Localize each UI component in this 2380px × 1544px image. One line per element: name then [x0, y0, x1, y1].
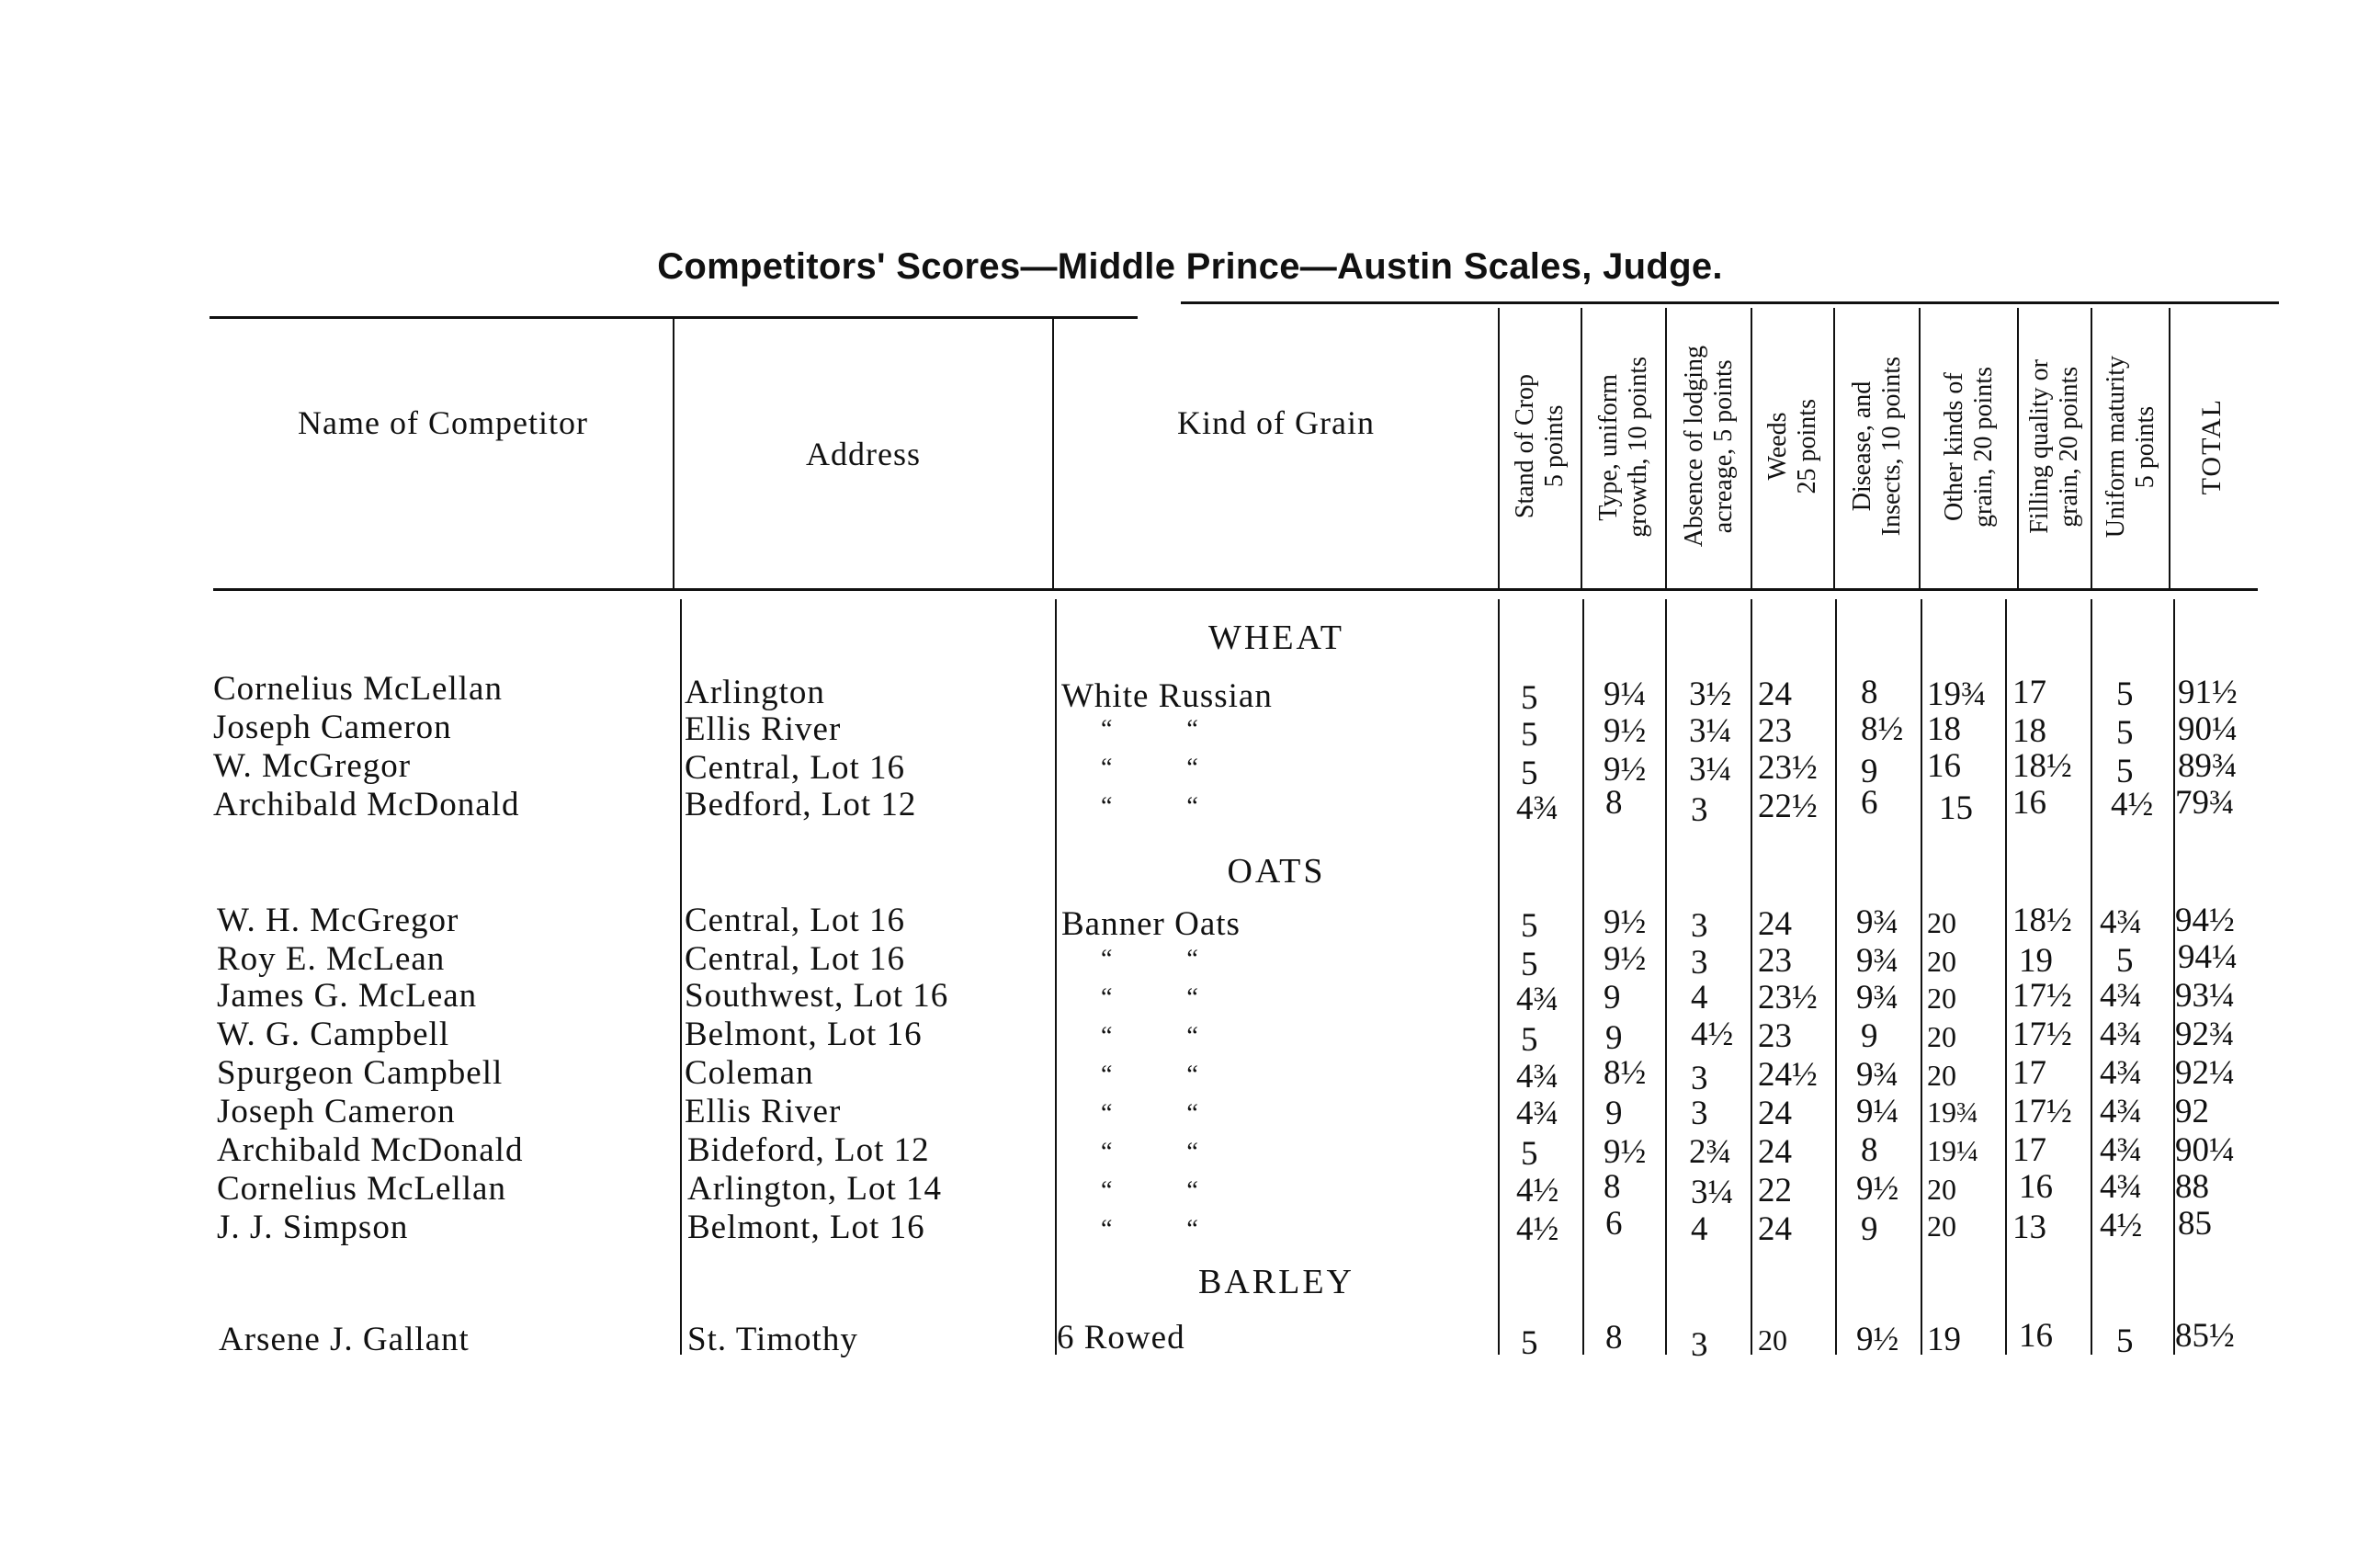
header-label: Other kinds of grain, 20 points — [1939, 366, 1998, 528]
competitor-address: Bideford, Lot 12 — [687, 1131, 930, 1169]
score-total: 90¼ — [2178, 710, 2238, 748]
score-disease: 9¾ — [1856, 903, 1899, 941]
competitor-name: W. H. McGregor — [217, 902, 459, 939]
grain-kind: 6 Rowed — [1057, 1319, 1185, 1357]
score-lodging: 3 — [1691, 1060, 1708, 1097]
column-divider — [1751, 599, 1752, 1355]
score-other-grain: 19 — [1927, 1321, 1961, 1358]
score-type: 9½ — [1604, 903, 1647, 941]
competitor-name: Archibald McDonald — [217, 1131, 524, 1169]
competitor-address: Ellis River — [685, 710, 842, 748]
score-other-grain: 20 — [1927, 1209, 1956, 1243]
score-disease: 9¾ — [1856, 979, 1899, 1016]
grain-kind: “ “ — [1101, 1138, 1199, 1166]
score-total: 79¾ — [2175, 784, 2235, 822]
competitor-address: Ellis River — [685, 1093, 842, 1130]
score-stand: 4½ — [1516, 1210, 1559, 1248]
score-weeds: 23½ — [1758, 979, 1818, 1016]
section-label-wheat: WHEAT — [1208, 619, 1344, 657]
score-maturity: 4¾ — [2100, 1016, 2143, 1053]
competitor-name: Arsene J. Gallant — [219, 1321, 470, 1358]
score-weeds: 22½ — [1758, 788, 1818, 825]
score-disease: 9¼ — [1856, 1093, 1899, 1130]
score-other-grain: 20 — [1927, 1059, 1956, 1092]
header-label: TOTAL — [2196, 398, 2227, 495]
header-bottom-rule — [213, 588, 2258, 591]
score-maturity: 4¾ — [2100, 1131, 2143, 1169]
score-other-grain: 16 — [1927, 747, 1961, 785]
score-other-grain: 20 — [1927, 1173, 1956, 1206]
score-other-grain: 19¼ — [1927, 1134, 1978, 1167]
header-weeds — [1752, 318, 1833, 575]
score-lodging: 4½ — [1691, 1016, 1734, 1053]
score-weeds: 24 — [1758, 1133, 1792, 1171]
score-total: 89¾ — [2178, 747, 2238, 785]
score-maturity: 4½ — [2111, 786, 2154, 823]
score-weeds: 23 — [1758, 1017, 1792, 1055]
score-disease: 9 — [1861, 753, 1878, 790]
header-total — [2170, 318, 2253, 575]
score-type: 9 — [1604, 979, 1621, 1016]
score-maturity: 4¾ — [2100, 1093, 2143, 1130]
score-type: 9½ — [1604, 940, 1647, 978]
competitor-name: Joseph Cameron — [213, 709, 452, 746]
grain-kind: “ “ — [1101, 945, 1199, 973]
score-lodging: 3 — [1691, 1095, 1708, 1132]
grain-kind: “ “ — [1101, 983, 1199, 1012]
score-lodging: 3¼ — [1689, 712, 1732, 750]
score-filling: 16 — [2012, 784, 2046, 822]
grain-kind: “ “ — [1101, 792, 1199, 821]
competitor-address: Belmont, Lot 16 — [687, 1209, 925, 1246]
score-maturity: 4¾ — [2100, 903, 2143, 941]
score-disease: 9 — [1861, 1017, 1878, 1055]
grain-kind: Banner Oats — [1061, 905, 1241, 943]
score-lodging: 3 — [1691, 944, 1708, 982]
score-maturity: 4½ — [2100, 1207, 2143, 1244]
score-lodging: 3½ — [1689, 676, 1732, 713]
header-absence-of-lodging — [1667, 318, 1751, 575]
competitor-name: James G. McLean — [217, 977, 478, 1015]
grain-kind: “ “ — [1101, 1022, 1199, 1050]
score-disease: 9¾ — [1856, 1056, 1899, 1094]
score-filling: 19 — [2019, 942, 2053, 980]
competitor-address: St. Timothy — [687, 1321, 858, 1358]
score-stand: 4¾ — [1516, 981, 1559, 1018]
score-maturity: 4¾ — [2100, 1168, 2143, 1206]
score-total: 85½ — [2175, 1317, 2235, 1355]
competitor-name: W. G. Campbell — [217, 1016, 450, 1053]
score-other-grain: 15 — [1939, 789, 1973, 827]
score-total: 94¼ — [2178, 938, 2238, 976]
score-type: 8 — [1605, 1319, 1623, 1357]
score-filling: 18½ — [2012, 747, 2072, 785]
score-total: 85 — [2178, 1205, 2212, 1243]
score-weeds: 23 — [1758, 712, 1792, 750]
header-stand-of-crop — [1500, 318, 1581, 575]
header-grain: Kind of Grain — [1177, 404, 1375, 441]
score-stand: 5 — [1521, 1324, 1538, 1362]
competitor-address: Southwest, Lot 16 — [685, 977, 949, 1015]
competitor-name: Cornelius McLellan — [213, 670, 503, 708]
header-label: Uniform maturity 5 points — [2101, 355, 2159, 539]
score-other-grain: 20 — [1927, 982, 1956, 1015]
competitor-name: W. McGregor — [213, 747, 412, 785]
score-weeds: 23½ — [1758, 749, 1818, 787]
score-type: 9¼ — [1604, 676, 1647, 713]
column-divider — [680, 599, 682, 1355]
table-title: Competitors' Scores—Middle Prince—Austin Scales, Judge. — [657, 246, 1723, 287]
score-weeds: 23 — [1758, 942, 1792, 980]
score-disease: 8 — [1861, 1131, 1878, 1169]
score-type: 9 — [1605, 1095, 1623, 1132]
score-disease: 9½ — [1856, 1321, 1899, 1358]
score-maturity: 5 — [2116, 714, 2134, 752]
header-label: Type, uniform growth, 10 points — [1594, 356, 1652, 538]
grain-kind: “ “ — [1101, 1099, 1199, 1128]
score-other-grain: 19¾ — [1927, 676, 1987, 713]
score-type: 6 — [1605, 1205, 1623, 1243]
score-weeds: 24 — [1758, 1095, 1792, 1132]
score-total: 88 — [2175, 1168, 2209, 1206]
score-disease: 6 — [1861, 784, 1878, 822]
competitor-address: Bedford, Lot 12 — [685, 786, 917, 823]
score-stand: 5 — [1521, 679, 1538, 717]
column-divider — [1055, 599, 1057, 1355]
competitor-name: Spurgeon Campbell — [217, 1054, 504, 1092]
score-filling: 18 — [2012, 712, 2046, 750]
score-type: 9½ — [1604, 1133, 1647, 1171]
score-type: 8 — [1605, 784, 1623, 822]
score-filling: 17 — [2012, 1131, 2046, 1169]
grain-kind: “ “ — [1101, 1176, 1199, 1205]
score-maturity: 4¾ — [2100, 1054, 2143, 1092]
score-type: 9 — [1605, 1019, 1623, 1057]
header-filling-quality — [2019, 318, 2091, 575]
score-lodging: 3 — [1691, 791, 1708, 829]
column-divider — [1052, 318, 1054, 588]
score-filling: 17½ — [2012, 977, 2072, 1015]
score-disease: 9½ — [1856, 1170, 1899, 1208]
header-label: Disease, and Insects, 10 points — [1847, 357, 1906, 537]
score-type: 8½ — [1604, 1054, 1647, 1092]
competitor-address: Central, Lot 16 — [685, 902, 906, 939]
competitor-name: Roy E. McLean — [217, 940, 446, 978]
header-disease-insects — [1835, 318, 1919, 575]
score-stand: 5 — [1521, 1135, 1538, 1173]
score-filling: 16 — [2019, 1317, 2053, 1355]
competitor-address: Arlington, Lot 14 — [687, 1170, 943, 1208]
score-stand: 5 — [1521, 946, 1538, 983]
header-address: Address — [806, 436, 921, 472]
score-type: 9½ — [1604, 712, 1647, 750]
score-filling: 17 — [2012, 674, 2046, 711]
competitor-name: J. J. Simpson — [217, 1209, 409, 1246]
score-lodging: 2¾ — [1689, 1133, 1732, 1171]
score-maturity: 5 — [2116, 676, 2134, 713]
score-total: 93¼ — [2175, 977, 2235, 1015]
score-maturity: 5 — [2116, 1323, 2134, 1360]
section-label-oats: OATS — [1227, 852, 1326, 891]
score-stand: 5 — [1521, 755, 1538, 792]
column-divider — [1665, 599, 1667, 1355]
score-filling: 17½ — [2012, 1016, 2072, 1053]
competitor-address: Belmont, Lot 16 — [685, 1016, 923, 1053]
score-lodging: 3 — [1691, 1326, 1708, 1364]
score-disease: 8½ — [1861, 710, 1904, 748]
grain-kind: “ “ — [1101, 715, 1199, 744]
score-type: 9½ — [1604, 751, 1647, 789]
column-divider — [2091, 599, 2092, 1355]
score-disease: 9¾ — [1856, 942, 1899, 980]
column-divider — [1835, 599, 1837, 1355]
competitor-name: Joseph Cameron — [217, 1093, 456, 1130]
score-stand: 4¾ — [1516, 1095, 1559, 1132]
grain-kind: “ “ — [1101, 1215, 1199, 1243]
competitor-name: Archibald McDonald — [213, 786, 520, 823]
score-maturity: 5 — [2116, 753, 2134, 790]
score-filling: 17½ — [2012, 1093, 2072, 1130]
score-total: 91½ — [2178, 674, 2238, 711]
score-other-grain: 20 — [1927, 906, 1956, 939]
competitor-address: Arlington — [685, 674, 825, 711]
score-type: 8 — [1604, 1168, 1621, 1206]
score-filling: 18½ — [2012, 902, 2072, 939]
score-maturity: 5 — [2116, 942, 2134, 980]
score-filling: 13 — [2012, 1209, 2046, 1246]
header-type-uniform-growth — [1582, 318, 1665, 575]
column-divider — [2005, 599, 2007, 1355]
score-weeds: 20 — [1758, 1323, 1787, 1357]
header-label: Filling quality or grain, 20 points — [2025, 359, 2083, 534]
score-total: 90¼ — [2175, 1131, 2235, 1169]
score-total: 92¼ — [2175, 1054, 2235, 1092]
score-weeds: 24 — [1758, 676, 1792, 713]
header-label: Weeds 25 points — [1763, 399, 1821, 494]
score-other-grain: 20 — [1927, 1020, 1956, 1053]
header-label: Stand of Crop 5 points — [1511, 374, 1569, 519]
score-total: 92¾ — [2175, 1016, 2235, 1053]
score-stand: 4½ — [1516, 1172, 1559, 1209]
grain-kind: “ “ — [1101, 754, 1199, 782]
header-uniform-maturity — [2092, 318, 2169, 575]
score-stand: 4¾ — [1516, 1058, 1559, 1096]
grain-kind: White Russian — [1061, 677, 1273, 715]
score-filling: 16 — [2019, 1168, 2053, 1206]
column-divider — [1921, 599, 1922, 1355]
score-lodging: 4 — [1691, 979, 1708, 1016]
score-disease: 8 — [1861, 674, 1878, 711]
competitor-address: Coleman — [685, 1054, 814, 1092]
section-label-barley: BARLEY — [1198, 1263, 1354, 1301]
score-maturity: 4¾ — [2100, 977, 2143, 1015]
header-label: Absence of lodging acreage, 5 points — [1679, 346, 1738, 548]
column-divider — [1498, 599, 1500, 1355]
score-weeds: 24½ — [1758, 1056, 1818, 1094]
competitor-address: Central, Lot 16 — [685, 749, 906, 787]
score-stand: 4¾ — [1516, 789, 1559, 827]
score-total: 94½ — [2175, 902, 2235, 939]
competitor-name: Cornelius McLellan — [217, 1170, 506, 1208]
score-other-grain: 19¾ — [1927, 1096, 1978, 1129]
score-lodging: 4 — [1691, 1210, 1708, 1248]
score-filling: 17 — [2012, 1054, 2046, 1092]
score-weeds: 22 — [1758, 1172, 1792, 1209]
score-stand: 5 — [1521, 907, 1538, 945]
score-disease: 9 — [1861, 1210, 1878, 1248]
column-divider — [1582, 599, 1584, 1355]
competitor-address: Central, Lot 16 — [685, 940, 906, 978]
score-other-grain: 20 — [1927, 945, 1956, 978]
score-stand: 5 — [1521, 716, 1538, 754]
grain-kind: “ “ — [1101, 1061, 1199, 1089]
score-lodging: 3¼ — [1691, 1174, 1734, 1211]
score-lodging: 3 — [1691, 907, 1708, 945]
header-top-rule-right — [1181, 301, 2279, 304]
score-total: 92 — [2175, 1093, 2209, 1130]
score-weeds: 24 — [1758, 905, 1792, 943]
score-weeds: 24 — [1758, 1210, 1792, 1248]
score-other-grain: 18 — [1927, 710, 1961, 748]
header-other-grain — [1921, 318, 2017, 575]
score-stand: 5 — [1521, 1021, 1538, 1059]
score-lodging: 3¼ — [1689, 751, 1732, 789]
header-name: Name of Competitor — [298, 404, 588, 441]
